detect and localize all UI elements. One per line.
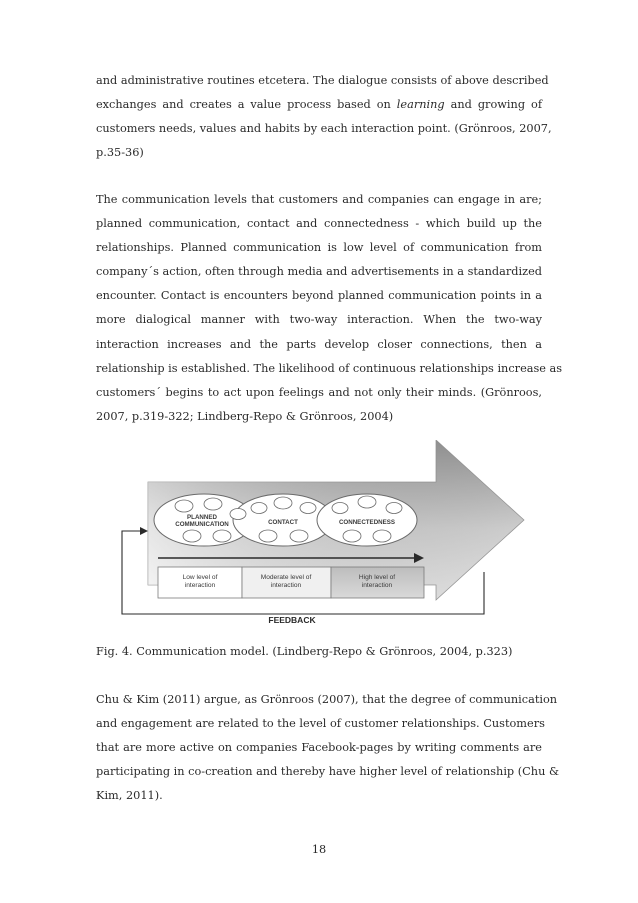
paragraph-2-line: interaction increases and the parts develop closer connections, then a: [96, 337, 542, 351]
paragraph-2-line: relationships. Planned communication is low level of communication from: [96, 241, 542, 255]
level-low-line2: interaction: [184, 582, 216, 589]
paragraph-1-line: p.35-36): [96, 146, 144, 160]
level-high-line2: interaction: [361, 582, 393, 589]
paragraph-3-line: and engagement are related to the level of customer relationships. Customers: [96, 717, 545, 731]
paragraph-2-line: company´s action, often through media and advertisements in a standardized: [96, 265, 542, 279]
paragraph-2-line: The communication levels that customers and companies can engage in are;: [96, 193, 542, 206]
level-moderate-line2: interaction: [270, 582, 302, 589]
connectedness-label: CONNECTEDNESS: [338, 519, 396, 526]
paragraph-3-line: participating in co-creation and thereby have higher level of relationship (Chu &: [96, 765, 560, 779]
paragraph-1-line: customers needs, values and habits by each interaction point. (Grönroos, 2007,: [96, 122, 552, 136]
planned-label-line2: COMMUNICATION: [175, 521, 229, 528]
paragraph-1-line: and administrative routines etcetera. The dialogue consists of above described: [96, 74, 549, 87]
paragraph-2-line: encounter. Contact is encounters beyond planned communication points in a: [96, 289, 542, 303]
feedback-label: FEEDBACK: [268, 615, 316, 625]
paragraph-2-line: customers´ begins to act upon feelings and not only their minds. (Grönroos,: [96, 385, 542, 399]
level-low-line1: Low level of: [182, 574, 218, 581]
paragraph-2-line: 2007, p.319-322; Lindberg-Repo & Grönroos, 2004): [96, 409, 394, 423]
feedback-arrowhead: [140, 527, 148, 535]
paragraph-3-line: Chu & Kim (2011) argue, as Grönroos (2007), that the degree of communication: [96, 693, 558, 706]
contact-label: CONTACT: [268, 519, 298, 526]
emphasis-learning: learning: [396, 98, 445, 112]
paragraph-1-line: exchanges and creates a value process based on learning and growing of: [96, 98, 542, 112]
paragraph-1: [96, 69, 552, 165]
figure-caption-text: Fig. 4. Communication model. (Lindberg-Repo & Grönroos, 2004, p.323): [96, 645, 513, 658]
communication-model-diagram: [118, 440, 526, 630]
level-high-line1: High level of: [358, 574, 396, 581]
paragraph-3: [96, 688, 560, 808]
paragraph-2: [96, 188, 563, 429]
paragraph-2-line: more dialogical manner with two-way interaction. When the two-way: [96, 313, 542, 327]
planned-label-line1: PLANNED: [187, 514, 217, 521]
figure-caption: [96, 640, 542, 664]
paragraph-3-line: that are more active on companies Facebook-pages by writing comments are: [96, 741, 542, 755]
page-number: 18: [311, 843, 327, 856]
communication-model-figure: [118, 440, 526, 630]
paragraph-2-line: planned communication, contact and connectedness - which build up the: [96, 217, 542, 231]
paragraph-2-line: relationship is established. The likelihood of continuous relationships increase as: [96, 361, 563, 375]
paragraph-3-line: Kim, 2011).: [96, 789, 163, 803]
level-moderate-line1: Moderate level of: [260, 574, 312, 581]
